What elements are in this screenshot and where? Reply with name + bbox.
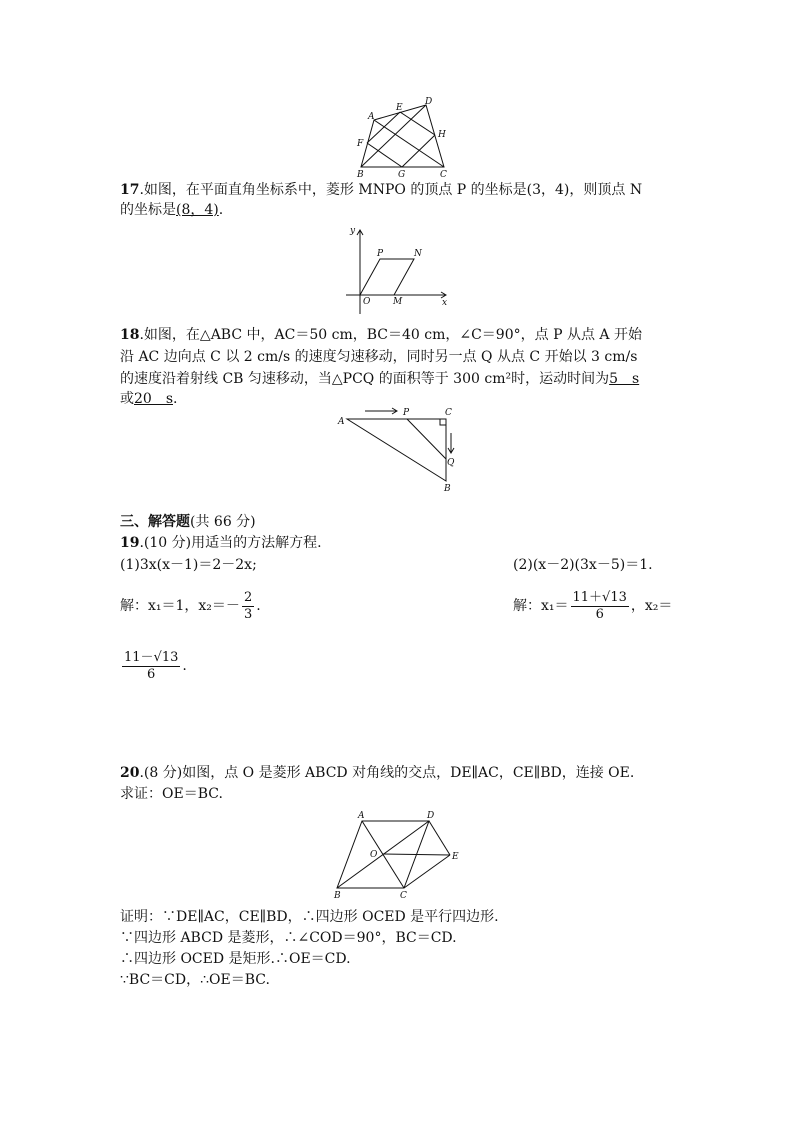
q18-text3: 的速度沿着射线 CB 匀速移动，当△PCQ 的面积等于 300 cm²时，运动时间为 <box>120 371 610 387</box>
q17-text2-end: . <box>218 202 224 218</box>
q18-answer2: 20 s <box>134 391 173 407</box>
rhombus-MNPO <box>360 259 414 295</box>
label-C: C <box>445 408 452 418</box>
q19-sol1-fraction <box>242 590 254 623</box>
q18-line2 <box>120 347 637 367</box>
q20-line1 <box>120 763 634 783</box>
q19-solution1 <box>120 586 261 626</box>
label-D: D <box>427 811 435 821</box>
q18-text4-end: . <box>173 391 178 407</box>
q19-number: 19 <box>120 535 140 551</box>
label-O: O <box>363 297 371 307</box>
q20-text1: .(8 分)如图，点 O 是菱形 ABCD 对角线的交点，DE∥AC，CE∥BD，连接 OE. <box>139 765 635 781</box>
label-A: A <box>358 811 365 821</box>
q19-sol2-text: 解：x₁＝ <box>513 598 569 614</box>
q18-text1: .如图，在△ABC 中，AC＝50 cm，BC＝40 cm，∠C＝90°，点 P 从点 A 开始 <box>139 327 642 343</box>
figure-17-coordinate-plane <box>342 222 457 317</box>
figure-16 <box>340 95 460 180</box>
label-A: A <box>368 112 375 122</box>
fraction-numerator: 11＋√13 <box>572 589 627 605</box>
q18-text2: 沿 AC 边向点 C 以 2 cm/s 的速度匀速移动，同时另一点 Q 从点 C 开始以 3 cm/s <box>120 349 638 365</box>
label-B: B <box>444 484 451 494</box>
section-3-title: 三、解答题 <box>120 514 190 530</box>
q19-sol2-fraction <box>571 590 629 623</box>
section-3-score: (共 66 分) <box>190 514 256 530</box>
fraction-denominator: 6 <box>147 666 156 682</box>
q18-text4: 或 <box>120 391 134 407</box>
axis-x-label: x <box>442 298 448 308</box>
q20-line2: 求证：OE＝BC. <box>120 786 223 802</box>
q17-text1: .如图，在平面直角坐标系中，菱形 MNPO 的顶点 P 的坐标是(3，4)，则顶点 N <box>139 182 643 198</box>
q19-stem <box>120 533 322 553</box>
q20-proof-line1: 证明：∵DE∥AC，CE∥BD，∴四边形 OCED 是平行四边形. <box>120 909 499 925</box>
label-N: N <box>414 249 422 259</box>
fraction-denominator: 3 <box>243 606 253 622</box>
label-A: A <box>338 417 345 427</box>
label-D: D <box>425 97 433 107</box>
fraction-denominator: 6 <box>595 606 604 622</box>
label-O: O <box>370 850 378 860</box>
label-C: C <box>400 891 407 901</box>
q19-sol3-fraction <box>122 650 180 683</box>
q18-line4 <box>120 389 177 409</box>
q19-sol2-end: ，x₂＝ <box>630 598 673 614</box>
figure-18-triangle <box>335 403 470 495</box>
label-P: P <box>377 249 384 259</box>
triangle-ABC <box>347 419 446 481</box>
q20-proof-line4: ∵BC＝CD，∴OE＝BC. <box>120 972 270 988</box>
q17-text2: 的坐标是 <box>120 202 176 218</box>
q18-line1 <box>120 325 642 345</box>
q19-solution2 <box>513 586 672 626</box>
section-3-heading <box>120 512 256 532</box>
label-B: B <box>357 170 364 180</box>
q17-answer: (8，4) <box>176 202 219 218</box>
q17-line1 <box>120 180 642 200</box>
label-C: C <box>440 170 447 180</box>
fraction-numerator: 11－√13 <box>124 649 179 665</box>
q19-sol1-end: . <box>256 598 261 614</box>
q18-line3 <box>120 369 639 389</box>
q19-part1: (1)3x(x－1)＝2－2x; <box>120 557 257 573</box>
q19-solution2-cont <box>120 646 187 686</box>
q19-part2: (2)(x－2)(3x－5)＝1. <box>513 557 653 573</box>
q18-number: 18 <box>120 327 140 343</box>
label-Q: Q <box>447 458 455 468</box>
q18-answer1: 5 s <box>609 371 640 387</box>
q19-sol3-end: . <box>182 658 187 674</box>
label-H: H <box>438 130 446 140</box>
axis-y-label: y <box>350 226 356 236</box>
label-M: M <box>393 297 403 307</box>
label-P: P <box>403 408 410 418</box>
q19-text: .(10 分)用适当的方法解方程. <box>139 535 322 551</box>
q17-number: 17 <box>120 182 140 198</box>
label-B: B <box>334 891 341 901</box>
q19-sol1-text: 解：x₁＝1，x₂＝－ <box>120 598 240 614</box>
label-E: E <box>396 103 403 113</box>
figure-20-rhombus <box>325 807 470 902</box>
q20-proof-line2: ∵四边形 ABCD 是菱形，∴∠COD＝90°，BC＝CD. <box>120 930 457 946</box>
q17-line2 <box>120 200 223 220</box>
label-E: E <box>452 852 459 862</box>
q20-proof-line3: ∴四边形 OCED 是矩形.∴OE＝CD. <box>120 951 351 967</box>
q20-number: 20 <box>120 765 140 781</box>
label-F: F <box>357 139 364 149</box>
fraction-numerator: 2 <box>243 589 253 605</box>
label-G: G <box>398 170 406 180</box>
